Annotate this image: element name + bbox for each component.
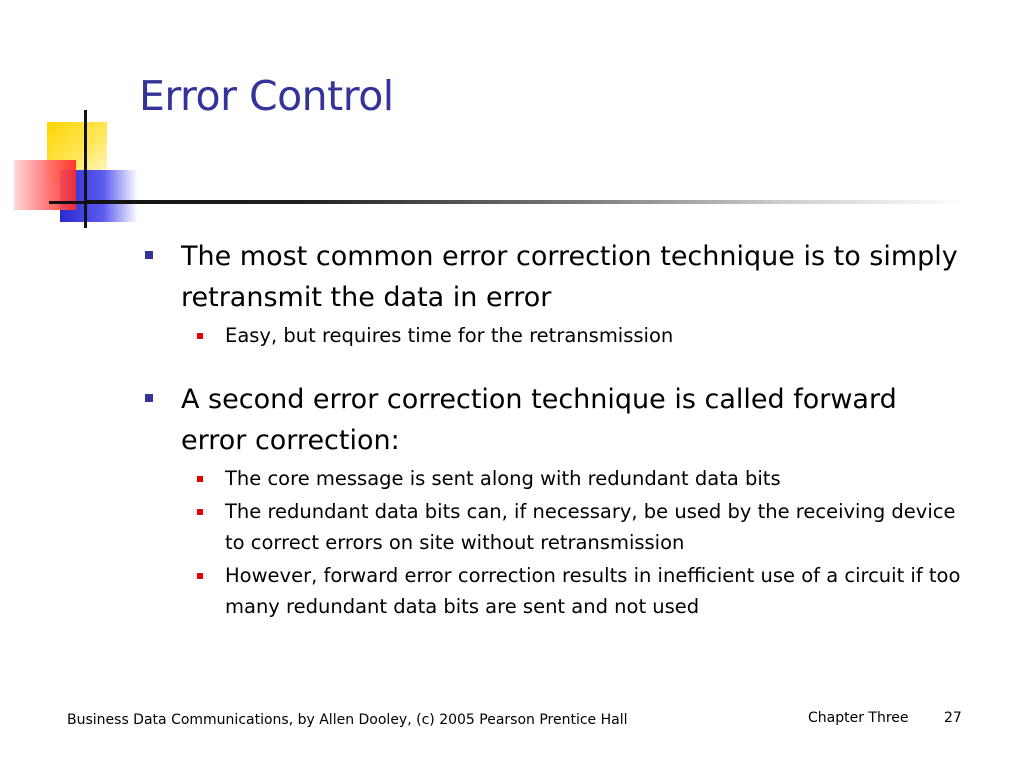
sub-bullet-item	[181, 463, 965, 494]
square-bullet-icon	[197, 333, 203, 339]
square-bullet-icon	[197, 476, 203, 482]
bullet-text: A second error correction technique is called forward error correction:	[181, 384, 897, 456]
square-bullet-icon	[145, 394, 153, 402]
sub-bullet-text: However, forward error correction results in inefficient use of a circuit if too many redundant data bits are sent and not used	[225, 564, 961, 618]
bullet-list	[145, 236, 965, 630]
decorative-logo-graphic	[0, 100, 150, 230]
bullet-item	[145, 236, 965, 351]
sub-bullet-text: The core message is sent along with redundant data bits	[225, 467, 781, 490]
slide-number: 27	[944, 710, 962, 726]
footer-source: Business Data Communications, by Allen Dooley, (c) 2005 Pearson Prentice Hall	[67, 712, 628, 728]
bullet-text: The most common error correction technique is to simply retransmit the data in error	[181, 241, 958, 313]
square-bullet-icon	[197, 573, 203, 579]
sub-bullet-item	[181, 320, 965, 351]
footer-chapter: Chapter Three	[808, 710, 909, 726]
sub-bullet-item	[181, 560, 965, 622]
square-bullet-icon	[145, 251, 153, 259]
bullet-item	[145, 379, 965, 622]
slide-title: Error Control	[139, 72, 394, 120]
sub-bullet-item	[181, 496, 965, 558]
vertical-line-shape	[84, 110, 87, 228]
square-bullet-icon	[197, 509, 203, 515]
title-underline-rule	[86, 200, 966, 204]
sub-bullet-text: The redundant data bits can, if necessary, be used by the receiving device to correct errors on site without retransmission	[225, 500, 956, 554]
sub-bullet-text: Easy, but requires time for the retransmission	[225, 324, 674, 347]
